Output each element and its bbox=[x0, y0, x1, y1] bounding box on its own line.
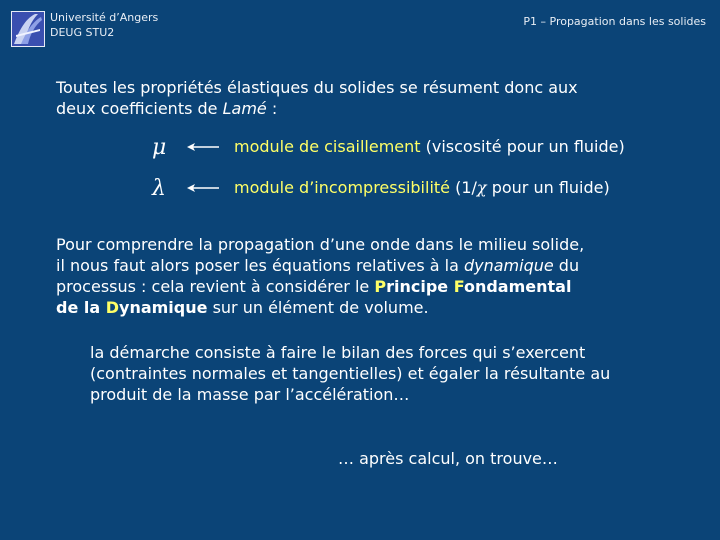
dynamics-paragraph bbox=[56, 234, 584, 318]
coefficient-definition: module d’incompressibilité (1/χ pour un fluide) bbox=[234, 178, 610, 197]
approach-line: produit de la masse par l’accélération… bbox=[90, 385, 410, 404]
approach-line: (contraintes normales et tangentielles) et égaler la résultante au bbox=[90, 364, 611, 383]
approach-paragraph bbox=[90, 342, 610, 405]
lame-term: Lamé bbox=[222, 99, 267, 118]
coefficient-note: (viscosité pour un fluide) bbox=[420, 137, 625, 156]
dynamique-term: dynamique bbox=[463, 256, 554, 275]
mu-symbol: μ bbox=[152, 135, 167, 160]
approach-line: la démarche consiste à faire le bilan des forces qui s’exercent bbox=[90, 343, 586, 362]
intro-line: deux coefficients de Lamé : bbox=[56, 99, 278, 118]
intro-line: Toutes les propriétés élastiques du solides se résument donc aux bbox=[56, 78, 578, 97]
university-angers-logo bbox=[11, 11, 45, 47]
dynamics-line: il nous faut alors poser les équations relatives à la dynamique du bbox=[56, 256, 580, 275]
program-name: DEUG STU2 bbox=[50, 26, 115, 39]
university-block bbox=[50, 10, 158, 40]
coefficient-name: module d’incompressibilité bbox=[234, 178, 450, 197]
intro-paragraph bbox=[56, 77, 578, 119]
conclusion-text: … après calcul, on trouve… bbox=[338, 449, 558, 468]
section-title: P1 – Propagation dans les solides bbox=[523, 15, 706, 28]
lambda-symbol: λ bbox=[152, 176, 166, 201]
coefficient-definition bbox=[234, 137, 625, 156]
left-arrow-icon bbox=[186, 140, 220, 154]
dynamics-line: de la Dynamique sur un élément de volume. bbox=[56, 298, 429, 317]
left-arrow-icon bbox=[186, 181, 220, 195]
dynamics-line: Pour comprendre la propagation d’une onde dans le milieu solide, bbox=[56, 235, 585, 254]
dynamics-line: processus : cela revient à considérer le Principe Fondamental bbox=[56, 277, 572, 296]
coefficient-name: module de cisaillement bbox=[234, 137, 421, 156]
chi-symbol: χ bbox=[476, 178, 487, 197]
university-name: Université d’Angers bbox=[50, 11, 159, 24]
